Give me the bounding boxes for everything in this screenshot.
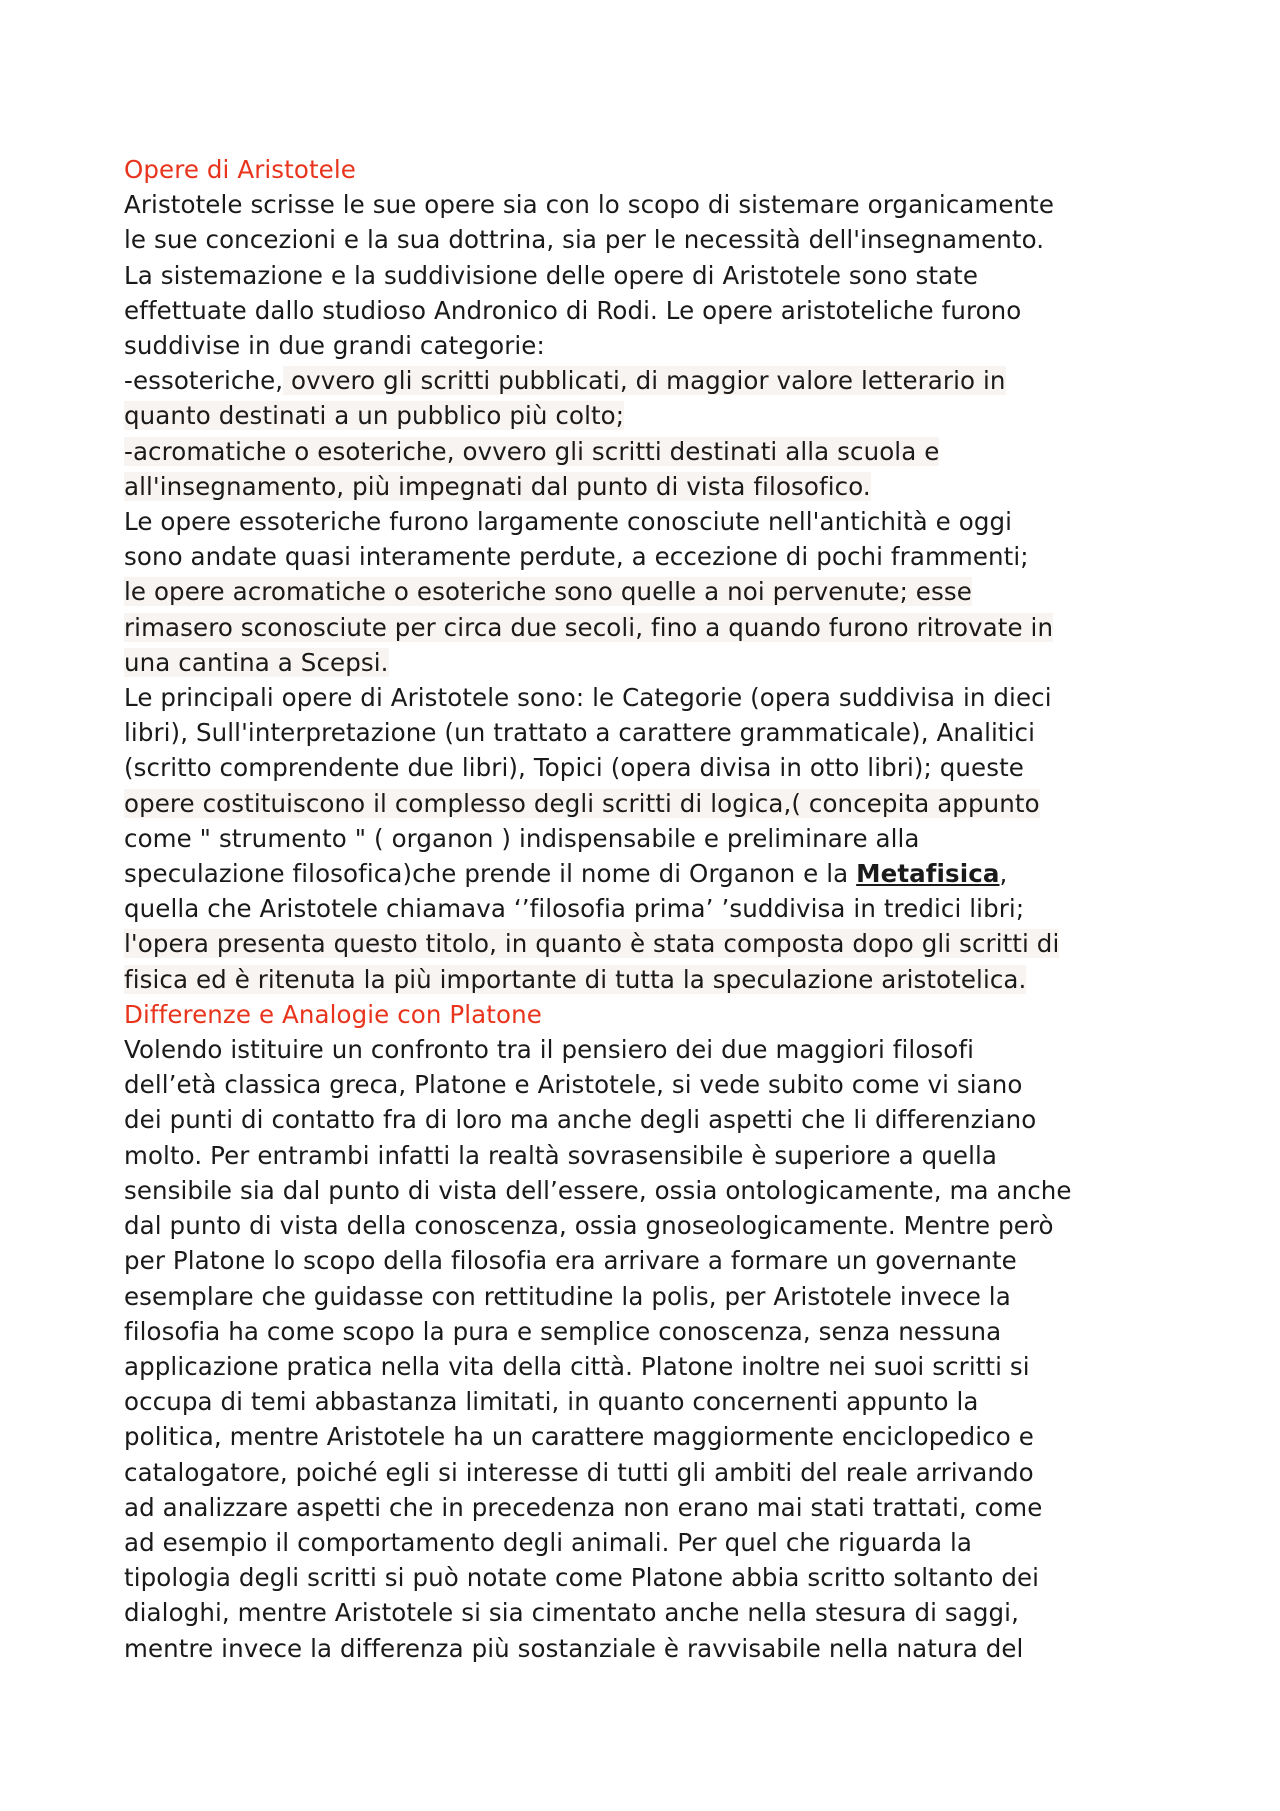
paragraph-line: all'insegnamento, più impegnati dal punto di vista filosofico. bbox=[124, 471, 871, 501]
paragraph-line: Le opere essoteriche furono largamente conosciute nell'antichità e oggi bbox=[124, 507, 1013, 537]
paragraph-line: sensibile sia dal punto di vista dell’essere, ossia ontologicamente, ma anche bbox=[124, 1175, 1072, 1205]
paragraph-line: rimasero sconosciute per circa due secoli, fino a quando furono ritrovate in bbox=[124, 612, 1054, 642]
paragraph-line: Le principali opere di Aristotele sono: le Categorie (opera suddivisa in dieci bbox=[124, 683, 1052, 713]
paragraph-line: applicazione pratica nella vita della città. Platone inoltre nei suoi scritti si bbox=[124, 1351, 1030, 1381]
paragraph-line: effettuate dallo studioso Andronico di Rodi. Le opere aristoteliche furono bbox=[124, 295, 1022, 325]
paragraph-line: dialoghi, mentre Aristotele si sia cimentato anche nella stesura di saggi, bbox=[124, 1598, 1019, 1628]
paragraph-line: dell’età classica greca, Platone e Aristotele, si vede subito come vi siano bbox=[124, 1070, 1023, 1100]
paragraph-line: -acromatiche o esoteriche, ovvero gli scritti destinati alla scuola e bbox=[124, 436, 940, 466]
paragraph-line: sono andate quasi interamente perdute, a eccezione di pochi frammenti; bbox=[124, 542, 1029, 572]
heading-differenze-analogie: Differenze e Analogie con Platone bbox=[124, 999, 542, 1029]
paragraph-line: ad analizzare aspetti che in precedenza non erano mai stati trattati, come bbox=[124, 1492, 1043, 1522]
paragraph-line: come " strumento " ( organon ) indispensabile e preliminare alla bbox=[124, 823, 920, 853]
paragraph-line-essoteriche bbox=[124, 363, 1184, 398]
paragraph-line: le sue concezioni e la sua dottrina, sia per le necessità dell'insegnamento. bbox=[124, 225, 1045, 255]
paragraph-line: filosofia ha come scopo la pura e semplice conoscenza, senza nessuna bbox=[124, 1316, 1002, 1346]
paragraph-line: opere costituiscono il complesso degli scritti di logica,( concepita appunto bbox=[124, 788, 1040, 818]
paragraph-line: quella che Aristotele chiamava ‘’filosofia prima’ ’suddivisa in tredici libri; bbox=[124, 894, 1025, 924]
paragraph-line: una cantina a Scepsi. bbox=[124, 647, 389, 677]
metafisica-before: speculazione filosofica)che prende il nome di Organon e la bbox=[124, 859, 857, 889]
paragraph-line: La sistemazione e la suddivisione delle opere di Aristotele sono state bbox=[124, 260, 979, 290]
paragraph-line: dei punti di contatto fra di loro ma anche degli aspetti che li differenziano bbox=[124, 1105, 1037, 1135]
paragraph-line: Aristotele scrisse le sue opere sia con lo scopo di sistemare organicamente bbox=[124, 190, 1055, 220]
paragraph-line-metafisica bbox=[124, 856, 1184, 891]
paragraph-line: catalogatore, poiché egli si interesse di tutti gli ambiti del reale arrivando bbox=[124, 1457, 1034, 1487]
paragraph-line: occupa di temi abbastanza limitati, in quanto concernenti appunto la bbox=[124, 1387, 979, 1417]
paragraph-line: fisica ed è ritenuta la più importante di tutta la speculazione aristotelica. bbox=[124, 964, 1027, 994]
metafisica-after: , bbox=[999, 859, 1008, 889]
paragraph-line: suddivise in due grandi categorie: bbox=[124, 331, 545, 361]
heading-opere-di-aristotele: Opere di Aristotele bbox=[124, 155, 356, 184]
paragraph-line: molto. Per entrambi infatti la realtà sovrasensibile è superiore a quella bbox=[124, 1140, 997, 1170]
paragraph-line: le opere acromatiche o esoteriche sono quelle a noi pervenute; esse bbox=[124, 577, 972, 607]
paragraph-line: politica, mentre Aristotele ha un carattere maggiormente enciclopedico e bbox=[124, 1422, 1034, 1452]
essoteriche-text: ovvero gli scritti pubblicati, di maggior valore letterario in bbox=[283, 366, 1006, 396]
paragraph-line: mentre invece la differenza più sostanziale è ravvisabile nella natura del bbox=[124, 1633, 1024, 1663]
paragraph-line: libri), Sull'interpretazione (un trattato a carattere grammaticale), Analitici bbox=[124, 718, 1035, 748]
metafisica-link[interactable]: Metafisica bbox=[856, 859, 1000, 889]
paragraph-line: esemplare che guidasse con rettitudine la polis, per Aristotele invece la bbox=[124, 1281, 1011, 1311]
document-page bbox=[124, 152, 1184, 1666]
essoteriche-label: -essoteriche, bbox=[124, 366, 284, 396]
paragraph-line: (scritto comprendente due libri), Topici (opera divisa in otto libri); queste bbox=[124, 753, 1024, 783]
paragraph-line: per Platone lo scopo della filosofia era arrivare a formare un governante bbox=[124, 1246, 1017, 1276]
paragraph-line: Volendo istituire un confronto tra il pensiero dei due maggiori filosofi bbox=[124, 1035, 975, 1065]
paragraph-line: l'opera presenta questo titolo, in quanto è stata composta dopo gli scritti di bbox=[124, 929, 1060, 959]
paragraph-line: ad esempio il comportamento degli animali. Per quel che riguarda la bbox=[124, 1527, 973, 1557]
paragraph-line: quanto destinati a un pubblico più colto; bbox=[124, 401, 625, 431]
paragraph-line: dal punto di vista della conoscenza, ossia gnoseologicamente. Mentre però bbox=[124, 1211, 1054, 1241]
paragraph-line: tipologia degli scritti si può notate come Platone abbia scritto soltanto dei bbox=[124, 1563, 1040, 1593]
